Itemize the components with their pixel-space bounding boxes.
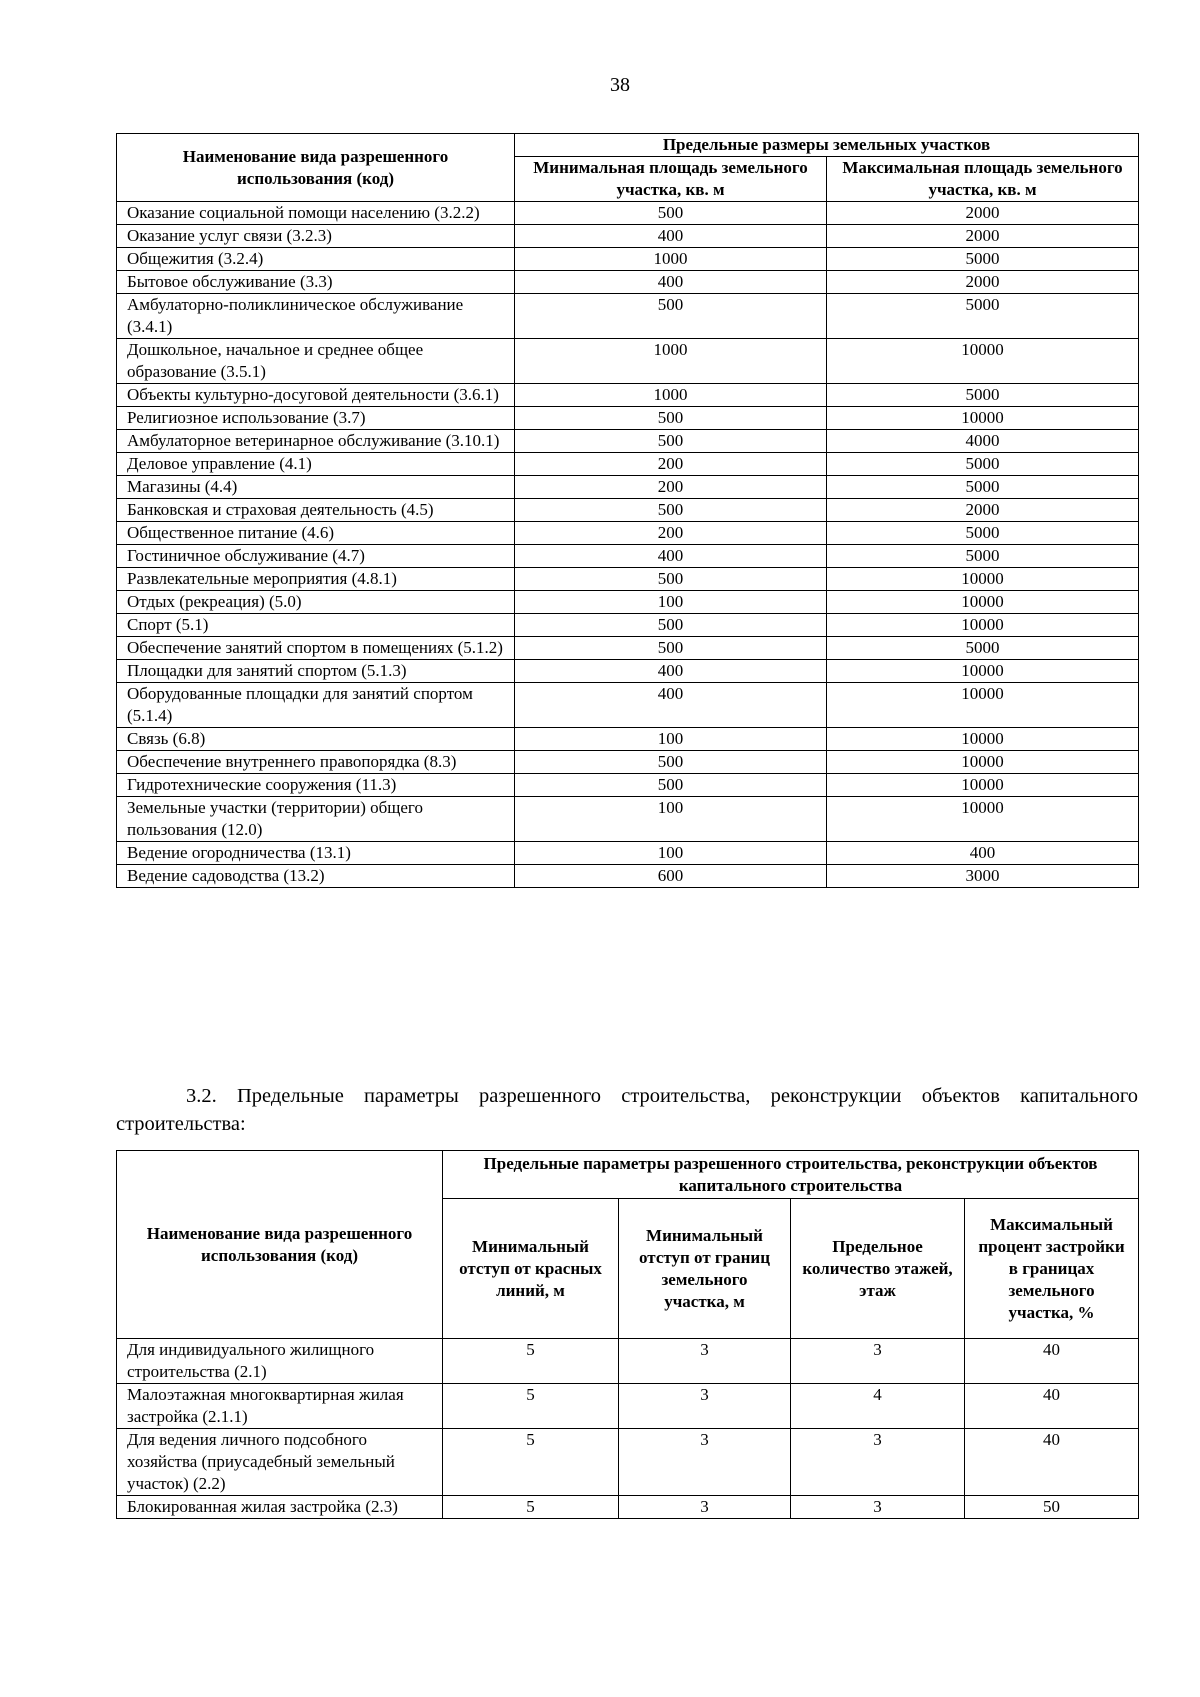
floors-cell: 3	[791, 1496, 965, 1519]
table-row	[117, 568, 1139, 591]
setback-borders-cell: 3	[619, 1496, 791, 1519]
min-area-cell: 1000	[515, 339, 827, 384]
table-row	[117, 842, 1139, 865]
min-area-cell: 100	[515, 797, 827, 842]
max-area-cell: 5000	[827, 522, 1139, 545]
table-row	[117, 591, 1139, 614]
min-area-cell: 200	[515, 476, 827, 499]
table-row	[117, 1339, 1139, 1384]
min-area-cell: 500	[515, 294, 827, 339]
setback-red-lines-cell: 5	[443, 1496, 619, 1519]
floors-cell: 4	[791, 1384, 965, 1429]
use-type-cell: Связь (6.8)	[117, 728, 515, 751]
min-area-cell: 400	[515, 660, 827, 683]
min-area-cell: 500	[515, 202, 827, 225]
table-row	[117, 453, 1139, 476]
max-area-cell: 10000	[827, 728, 1139, 751]
table-body	[117, 1339, 1139, 1519]
table-row	[117, 202, 1139, 225]
max-area-cell: 10000	[827, 774, 1139, 797]
min-area-cell: 500	[515, 499, 827, 522]
setback-red-lines-cell: 5	[443, 1429, 619, 1496]
min-area-cell: 200	[515, 522, 827, 545]
max-area-cell: 4000	[827, 430, 1139, 453]
max-area-cell: 2000	[827, 225, 1139, 248]
table-row	[117, 1429, 1139, 1496]
table-row	[117, 248, 1139, 271]
max-area-cell: 10000	[827, 751, 1139, 774]
max-area-cell: 5000	[827, 637, 1139, 660]
column-group-header-plot-sizes: Предельные размеры земельных участков	[515, 134, 1139, 157]
use-type-cell: Отдых (рекреация) (5.0)	[117, 591, 515, 614]
column-header-min-setback-plot-borders: Минимальный отступ от границ земельного участка, м	[619, 1199, 791, 1339]
use-type-cell: Амбулаторно-поликлиническое обслуживание (3.4.1)	[117, 294, 515, 339]
table-row	[117, 865, 1139, 888]
table-row	[117, 683, 1139, 728]
column-header-min-area: Минимальная площадь земельного участка, кв. м	[515, 157, 827, 202]
table-row	[117, 499, 1139, 522]
table-row	[117, 614, 1139, 637]
max-area-cell: 5000	[827, 476, 1139, 499]
min-area-cell: 1000	[515, 248, 827, 271]
table-row	[117, 407, 1139, 430]
use-type-cell: Блокированная жилая застройка (2.3)	[117, 1496, 443, 1519]
table-row	[117, 545, 1139, 568]
land-plot-size-table	[116, 133, 1139, 888]
min-area-cell: 100	[515, 728, 827, 751]
use-type-cell: Ведение огородничества (13.1)	[117, 842, 515, 865]
max-area-cell: 10000	[827, 339, 1139, 384]
max-area-cell: 5000	[827, 294, 1139, 339]
column-header-max-area: Максимальная площадь земельного участка, кв. м	[827, 157, 1139, 202]
use-type-cell: Дошкольное, начальное и среднее общее образование (3.5.1)	[117, 339, 515, 384]
setback-borders-cell: 3	[619, 1429, 791, 1496]
min-area-cell: 100	[515, 842, 827, 865]
min-area-cell: 400	[515, 271, 827, 294]
setback-borders-cell: 3	[619, 1384, 791, 1429]
table-row	[117, 225, 1139, 248]
max-area-cell: 10000	[827, 797, 1139, 842]
use-type-cell: Общественное питание (4.6)	[117, 522, 515, 545]
build-percent-cell: 50	[965, 1496, 1139, 1519]
table-row	[117, 1496, 1139, 1519]
min-area-cell: 500	[515, 774, 827, 797]
page-number: 38	[610, 74, 630, 96]
setback-red-lines-cell: 5	[443, 1339, 619, 1384]
max-area-cell: 10000	[827, 614, 1139, 637]
min-area-cell: 400	[515, 545, 827, 568]
max-area-cell: 5000	[827, 453, 1139, 476]
use-type-cell: Обеспечение внутреннего правопорядка (8.3)	[117, 751, 515, 774]
use-type-cell: Банковская и страховая деятельность (4.5)	[117, 499, 515, 522]
table-row	[117, 339, 1139, 384]
table-row	[117, 1384, 1139, 1429]
use-type-cell: Оказание услуг связи (3.2.3)	[117, 225, 515, 248]
max-area-cell: 10000	[827, 568, 1139, 591]
use-type-cell: Деловое управление (4.1)	[117, 453, 515, 476]
max-area-cell: 10000	[827, 683, 1139, 728]
build-percent-cell: 40	[965, 1429, 1139, 1496]
max-area-cell: 400	[827, 842, 1139, 865]
column-group-header-construction-params: Предельные параметры разрешенного строительства, реконструкции объектов капитального строительства	[443, 1151, 1139, 1199]
min-area-cell: 1000	[515, 384, 827, 407]
min-area-cell: 100	[515, 591, 827, 614]
max-area-cell: 10000	[827, 660, 1139, 683]
setback-red-lines-cell: 5	[443, 1384, 619, 1429]
table-row	[117, 271, 1139, 294]
min-area-cell: 500	[515, 568, 827, 591]
max-area-cell: 5000	[827, 545, 1139, 568]
use-type-cell: Гидротехнические сооружения (11.3)	[117, 774, 515, 797]
column-header-use-type: Наименование вида разрешенного использования (код)	[117, 1151, 443, 1339]
max-area-cell: 10000	[827, 591, 1139, 614]
min-area-cell: 500	[515, 430, 827, 453]
use-type-cell: Развлекательные мероприятия (4.8.1)	[117, 568, 515, 591]
table-row	[117, 797, 1139, 842]
use-type-cell: Спорт (5.1)	[117, 614, 515, 637]
use-type-cell: Объекты культурно-досуговой деятельности (3.6.1)	[117, 384, 515, 407]
column-header-max-build-percent: Максимальный процент застройки в границах земельного участка, %	[965, 1199, 1139, 1339]
use-type-cell: Ведение садоводства (13.2)	[117, 865, 515, 888]
table-row	[117, 430, 1139, 453]
min-area-cell: 400	[515, 225, 827, 248]
use-type-cell: Общежития (3.2.4)	[117, 248, 515, 271]
column-header-min-setback-red-lines: Минимальный отступ от красных линий, м	[443, 1199, 619, 1339]
table-row	[117, 384, 1139, 407]
build-percent-cell: 40	[965, 1384, 1139, 1429]
floors-cell: 3	[791, 1429, 965, 1496]
max-area-cell: 2000	[827, 202, 1139, 225]
use-type-cell: Для ведения личного подсобного хозяйства (приусадебный земельный участок) (2.2)	[117, 1429, 443, 1496]
max-area-cell: 2000	[827, 499, 1139, 522]
column-header-max-floors: Предельное количество этажей, этаж	[791, 1199, 965, 1339]
column-header-use-type: Наименование вида разрешенного использования (код)	[117, 134, 515, 202]
use-type-cell: Бытовое обслуживание (3.3)	[117, 271, 515, 294]
table-row	[117, 751, 1139, 774]
table-row	[117, 728, 1139, 751]
floors-cell: 3	[791, 1339, 965, 1384]
use-type-cell: Площадки для занятий спортом (5.1.3)	[117, 660, 515, 683]
min-area-cell: 500	[515, 751, 827, 774]
use-type-cell: Амбулаторное ветеринарное обслуживание (3.10.1)	[117, 430, 515, 453]
use-type-cell: Оборудованные площадки для занятий спортом (5.1.4)	[117, 683, 515, 728]
setback-borders-cell: 3	[619, 1339, 791, 1384]
build-percent-cell: 40	[965, 1339, 1139, 1384]
max-area-cell: 5000	[827, 384, 1139, 407]
min-area-cell: 500	[515, 407, 827, 430]
use-type-cell: Земельные участки (территории) общего пользования (12.0)	[117, 797, 515, 842]
table-row	[117, 660, 1139, 683]
min-area-cell: 600	[515, 865, 827, 888]
use-type-cell: Малоэтажная многоквартирная жилая застройка (2.1.1)	[117, 1384, 443, 1429]
max-area-cell: 2000	[827, 271, 1139, 294]
min-area-cell: 400	[515, 683, 827, 728]
table-row	[117, 294, 1139, 339]
min-area-cell: 500	[515, 614, 827, 637]
use-type-cell: Для индивидуального жилищного строительства (2.1)	[117, 1339, 443, 1384]
table-row	[117, 637, 1139, 660]
use-type-cell: Обеспечение занятий спортом в помещениях (5.1.2)	[117, 637, 515, 660]
table-row	[117, 476, 1139, 499]
construction-parameters-table	[116, 1150, 1139, 1519]
section-heading-3-2: 3.2. Предельные параметры разрешенного строительства, реконструкции объектов капитального строительства:	[116, 1085, 1138, 1135]
use-type-cell: Оказание социальной помощи населению (3.2.2)	[117, 202, 515, 225]
min-area-cell: 500	[515, 637, 827, 660]
table-body	[117, 202, 1139, 888]
use-type-cell: Религиозное использование (3.7)	[117, 407, 515, 430]
max-area-cell: 10000	[827, 407, 1139, 430]
min-area-cell: 200	[515, 453, 827, 476]
table-row	[117, 774, 1139, 797]
max-area-cell: 3000	[827, 865, 1139, 888]
table-row	[117, 522, 1139, 545]
max-area-cell: 5000	[827, 248, 1139, 271]
use-type-cell: Гостиничное обслуживание (4.7)	[117, 545, 515, 568]
use-type-cell: Магазины (4.4)	[117, 476, 515, 499]
